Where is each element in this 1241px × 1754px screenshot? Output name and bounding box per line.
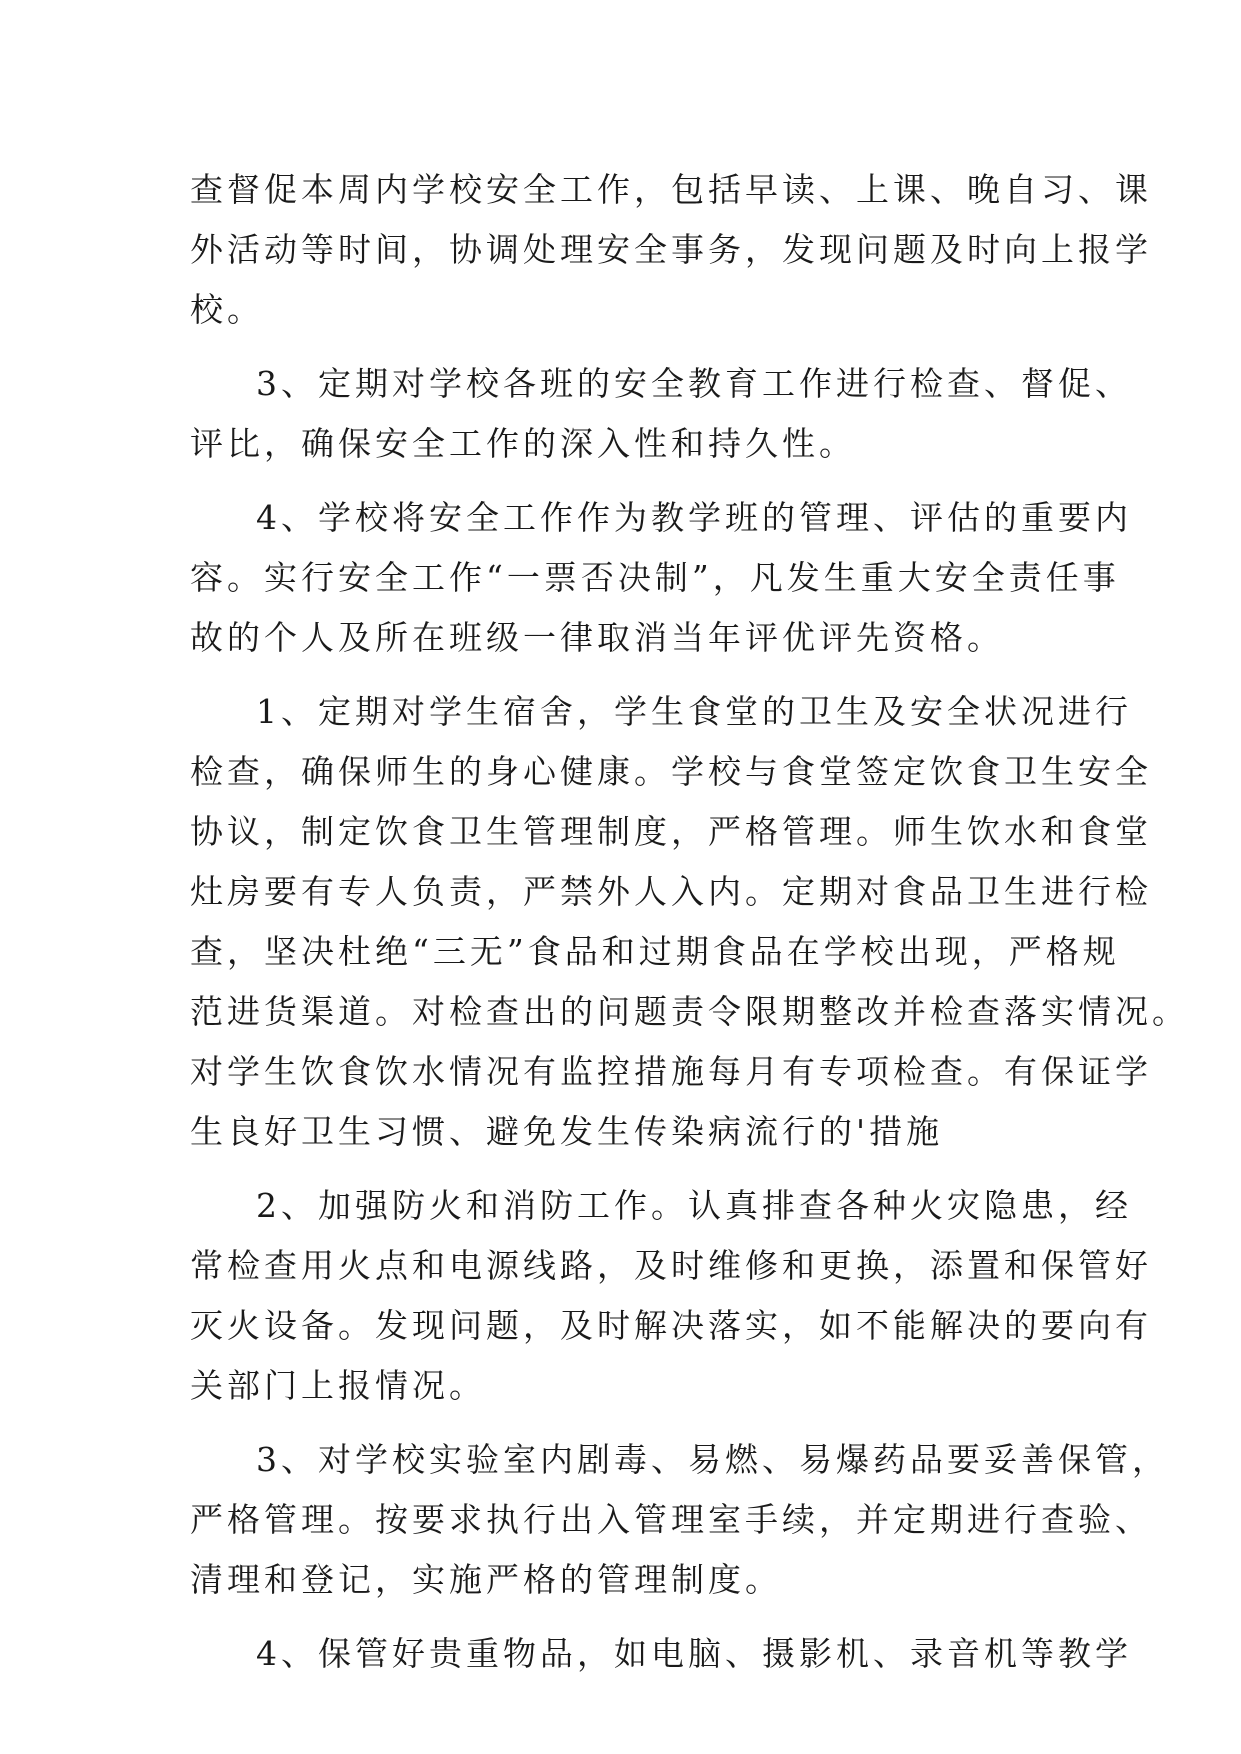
text-line: 评比，确保安全工作的深入性和持久性。: [190, 424, 856, 463]
text-line: 4、学校将安全工作作为教学班的管理、评估的重要内: [256, 498, 1132, 537]
text-line: 灶房要有专人负责，严禁外人入内。定期对食品卫生进行检: [190, 872, 1152, 911]
paragraph: [190, 1430, 1169, 1610]
text-line: 生良好卫生习惯、避免发生传染病流行的'措施: [190, 1112, 944, 1151]
document-body: [190, 160, 1189, 1684]
paragraph: [190, 488, 1132, 668]
text-line: 容。实行安全工作“一票否决制”，凡发生重大安全责任事: [190, 558, 1120, 597]
text-line: 4、保管好贵重物品，如电脑、摄影机、录音机等教学: [256, 1634, 1132, 1673]
text-line: 范进货渠道。对检查出的问题责令限期整改并检查落实情况。: [190, 992, 1189, 1031]
text-line: 对学生饮食饮水情况有监控措施每月有专项检查。有保证学: [190, 1052, 1152, 1091]
text-line: 常检查用火点和电源线路，及时维修和更换，添置和保管好: [190, 1246, 1152, 1285]
text-line: 关部门上报情况。: [190, 1366, 486, 1405]
text-line: 校。: [190, 290, 264, 329]
text-line: 协议，制定饮食卫生管理制度，严格管理。师生饮水和食堂: [190, 812, 1152, 851]
text-line: 故的个人及所在班级一律取消当年评优评先资格。: [190, 618, 1004, 657]
paragraph: [190, 354, 1132, 474]
text-line: 3、定期对学校各班的安全教育工作进行检查、督促、: [256, 364, 1132, 403]
text-line: 灭火设备。发现问题，及时解决落实，如不能解决的要向有: [190, 1306, 1152, 1345]
text-line: 检查，确保师生的身心健康。学校与食堂签定饮食卫生安全: [190, 752, 1152, 791]
text-line: 1、定期对学生宿舍，学生食堂的卫生及安全状况进行: [256, 692, 1132, 731]
text-line: 3、对学校实验室内剧毒、易燃、易爆药品要妥善保管，: [256, 1440, 1169, 1479]
text-line: 查督促本周内学校安全工作，包括早读、上课、晚自习、课: [190, 170, 1152, 209]
text-line: 清理和登记，实施严格的管理制度。: [190, 1560, 782, 1599]
paragraph: [190, 1176, 1152, 1416]
paragraph: [190, 682, 1189, 1162]
text-line: 外活动等时间，协调处理安全事务，发现问题及时向上报学: [190, 230, 1152, 269]
text-line: 严格管理。按要求执行出入管理室手续，并定期进行查验、: [190, 1500, 1152, 1539]
paragraph: [190, 160, 1152, 340]
text-line: 查，坚决杜绝“三无”食品和过期食品在学校出现，严格规: [190, 932, 1120, 971]
paragraph: [190, 1624, 1132, 1684]
text-line: 2、加强防火和消防工作。认真排查各种火灾隐患，经: [256, 1186, 1132, 1225]
